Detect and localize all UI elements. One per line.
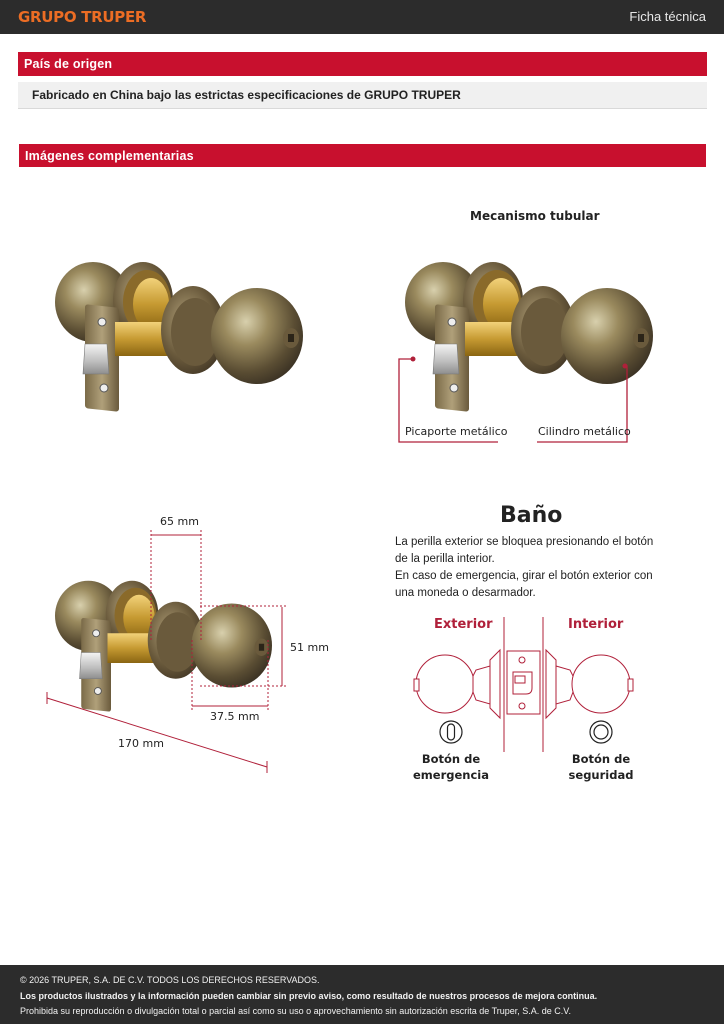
emergency-button-label-line: emergencia [413, 768, 489, 782]
security-button-icon [590, 721, 612, 743]
origin-heading: País de origen [24, 57, 113, 71]
overall-length-dimension: 170 mm [118, 737, 164, 750]
bano-description-line: En caso de emergencia, girar el botón exterior con [395, 570, 653, 582]
doc-type-label: Ficha técnica [629, 9, 706, 24]
latch-label: Picaporte metálico [405, 425, 508, 438]
security-button-label [551, 751, 651, 783]
emergency-button-icon [440, 721, 462, 743]
footer-notice: Los productos ilustrados y la información pueden cambiar sin previo aviso, como resultado de nuestros procesos de mejora continua. [20, 991, 598, 1001]
bano-title: Baño [500, 503, 563, 528]
exterior-label: Exterior [434, 617, 493, 632]
brand-logo: GRUPO TRUPER [18, 8, 147, 26]
security-button-label-line: seguridad [568, 768, 634, 782]
interior-label: Interior [568, 617, 624, 632]
backset-dimension: 65 mm [160, 515, 199, 528]
images-heading: Imágenes complementarias [25, 149, 194, 163]
footer-prohibition: Prohibida su reproducción o divulgación total o parcial así como su uso o aprovechamiento sin autorización escrita de Truper, S.A. de C.V. [20, 1006, 571, 1016]
bano-description-line: La perilla exterior se bloquea presionando el botón [395, 536, 654, 548]
bano-description-line: una moneda o desarmador. [395, 587, 536, 599]
footer [0, 965, 724, 1024]
knob-projection-dimension: 37.5 mm [210, 710, 260, 723]
bano-description-line: de la perilla interior. [395, 553, 495, 565]
origin-text: Fabricado en China bajo las estrictas especificaciones de GRUPO TRUPER [32, 88, 461, 102]
cylinder-label: Cilindro metálico [538, 425, 631, 438]
emergency-button-label [401, 751, 501, 783]
security-button-label-line: Botón de [571, 752, 631, 766]
emergency-button-label-line: Botón de [421, 752, 481, 766]
knob-diameter-dimension: 51 mm [290, 641, 329, 654]
footer-copyright: © 2026 TRUPER, S.A. DE C.V. TODOS LOS DERECHOS RESERVADOS. [20, 975, 320, 985]
mechanism-title: Mecanismo tubular [470, 209, 600, 223]
